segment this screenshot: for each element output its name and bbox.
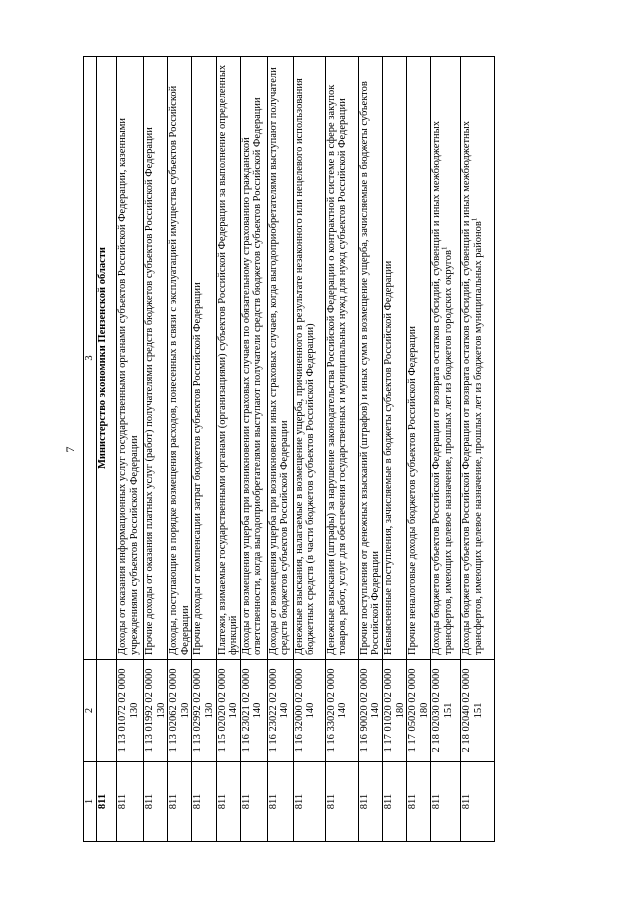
admin-code-cell: 811 — [293, 762, 325, 842]
admin-code-cell: 811 — [267, 762, 293, 842]
table-row — [431, 57, 461, 842]
admin-code-cell: 811 — [168, 762, 192, 842]
budget-code-cell: 1 16 33020 02 0000 140 — [325, 660, 358, 762]
budget-code-cell: 1 16 32000 02 0000 140 — [293, 660, 325, 762]
page-number: 7 — [63, 446, 77, 453]
revenue-name-cell — [117, 57, 144, 660]
revenue-name-text: Невыясненные поступления, зачисляемые в бюджеты субъектов Российской Федерации — [382, 260, 394, 655]
revenue-name-text: Доходы от возмещения ущерба при возникновении страховых случаев по обязательному страхованию гражданской ответственности, когда выгодоприобретателями выступают получатели средств бюджетов субъектов Российской Федерации — [240, 97, 264, 655]
admin-code-cell: 811 — [216, 762, 240, 842]
budget-code-cell: 1 17 01020 02 0000 180 — [382, 660, 406, 762]
revenue-name-cell — [325, 57, 358, 660]
table-row — [267, 57, 293, 842]
revenue-name-text: Доходы бюджетов субъектов Российской Федерации от возврата остатков субсидий, субвенций и иных межбюджетных трансфертов, имеющих целевое назначение, прошлых лет из бюджетов муниципальных районов — [461, 121, 484, 655]
revenue-name-text: Прочие поступления от денежных взысканий (штрафов) и иных сумм в возмещение ущерба, зачисляемые в бюджеты субъектов Российской Федерации — [358, 81, 382, 655]
footnote-marker: 1 — [470, 217, 479, 222]
empty-code-cell — [97, 660, 117, 762]
table-row — [358, 57, 382, 842]
table-row — [192, 57, 216, 842]
table-row — [117, 57, 144, 842]
admin-code-cell: 811 — [144, 762, 168, 842]
administrator-code: 811 — [97, 762, 117, 842]
revenue-name-cell — [431, 57, 461, 660]
column-number-row — [84, 57, 97, 842]
budget-code-cell: 1 17 05020 02 0000 180 — [407, 660, 431, 762]
budget-code-cell: 1 13 02062 02 0000 130 — [168, 660, 192, 762]
revenue-name-text: Прочие доходы от оказания платных услуг (работ) получателями средств бюджетов субъектов Российской Федерации — [144, 127, 155, 655]
revenue-name-text: Доходы бюджетов субъектов Российской Федерации от возврата остатков субсидий, субвенций и иных межбюджетных трансфертов, имеющих целевое назначение, прошлых лет из бюджетов городских округов — [431, 121, 454, 655]
budget-code-cell: 1 13 01072 02 0000 130 — [117, 660, 144, 762]
budget-code-cell: 1 16 23021 02 0000 140 — [240, 660, 267, 762]
budget-code-cell: 1 16 90020 02 0000 140 — [358, 660, 382, 762]
budget-code-cell: 2 18 02030 02 0000 151 — [431, 660, 461, 762]
revenue-name-cell — [240, 57, 267, 660]
revenue-codes-table — [83, 56, 495, 842]
revenue-name-cell — [267, 57, 293, 660]
table-row — [325, 57, 358, 842]
table-row — [382, 57, 406, 842]
admin-code-cell: 811 — [325, 762, 358, 842]
budget-code-cell: 1 13 01992 02 0000 130 — [144, 660, 168, 762]
budget-code-cell: 1 15 02020 02 0000 140 — [216, 660, 240, 762]
admin-code-cell: 811 — [431, 762, 461, 842]
revenue-name-text: Платежи, взимаемые государственными органами (организациями) субъектов Российской Федерации за выполнение определенных функций — [216, 64, 240, 655]
rotated-page — [57, 57, 585, 842]
revenue-name-text: Денежные взыскания, налагаемые в возмещение ущерба, причиненного в результате незаконного или нецелевого использования бюджетных средств (в части бюджетов субъектов Российской Федерации) — [293, 78, 317, 655]
budget-code-cell: 2 18 02040 02 0000 151 — [461, 660, 495, 762]
admin-code-cell: 811 — [461, 762, 495, 842]
admin-code-cell: 811 — [382, 762, 406, 842]
footnote-marker: 1 — [440, 246, 449, 251]
revenue-name-text: Доходы, поступающие в порядке возмещения расходов, понесенных в связи с эксплуатацией имущества субъектов Российской Федерации — [168, 85, 191, 655]
revenue-name-text: Прочие неналоговые доходы бюджетов субъектов Российской Федерации — [407, 326, 419, 655]
revenue-name-text: Доходы от возмещения ущерба при возникновении иных страховых случаев, когда выгодоприобретателями выступают получатели средств бюджетов субъектов Российской Федерации — [267, 67, 291, 655]
revenue-name-cell — [358, 57, 382, 660]
revenue-name-text: Доходы от оказания информационных услуг государственными органами субъектов Российской Федерации, казенными учреждениями субъектов Российской Федерации — [117, 117, 140, 655]
budget-code-cell: 1 13 02992 02 0000 130 — [192, 660, 216, 762]
table-row — [407, 57, 431, 842]
admin-code-cell: 811 — [407, 762, 431, 842]
column-number: 2 — [84, 660, 97, 762]
revenue-name-cell — [461, 57, 495, 660]
table-row — [168, 57, 192, 842]
revenue-name-cell — [192, 57, 216, 660]
admin-code-cell: 811 — [117, 762, 144, 842]
administrator-row — [97, 57, 117, 842]
revenue-name-cell — [293, 57, 325, 660]
table-row — [240, 57, 267, 842]
admin-code-cell: 811 — [192, 762, 216, 842]
revenue-name-cell — [382, 57, 406, 660]
revenue-name-cell — [168, 57, 192, 660]
table-row — [293, 57, 325, 842]
budget-code-cell: 1 16 23022 02 0000 140 — [267, 660, 293, 762]
column-number: 1 — [84, 762, 97, 842]
administrator-name: Министерство экономики Пензенской области — [97, 57, 117, 660]
revenue-name-text: Прочие доходы от компенсации затрат бюджетов субъектов Российской Федерации — [192, 282, 204, 655]
column-number: 3 — [84, 57, 97, 660]
admin-code-cell: 811 — [240, 762, 267, 842]
revenue-name-cell — [407, 57, 431, 660]
revenue-name-cell — [216, 57, 240, 660]
revenue-name-cell — [144, 57, 168, 660]
admin-code-cell: 811 — [358, 762, 382, 842]
table-row — [216, 57, 240, 842]
revenue-name-text: Денежные взыскания (штрафы) за нарушение законодательства Российской Федерации о контрактной системе в сфере закупок товаров, работ, услуг для обеспечения государственных и муниципальных нужд для нужд субъектов Российской Федерации — [325, 84, 349, 655]
table-row — [144, 57, 168, 842]
table-row — [461, 57, 495, 842]
